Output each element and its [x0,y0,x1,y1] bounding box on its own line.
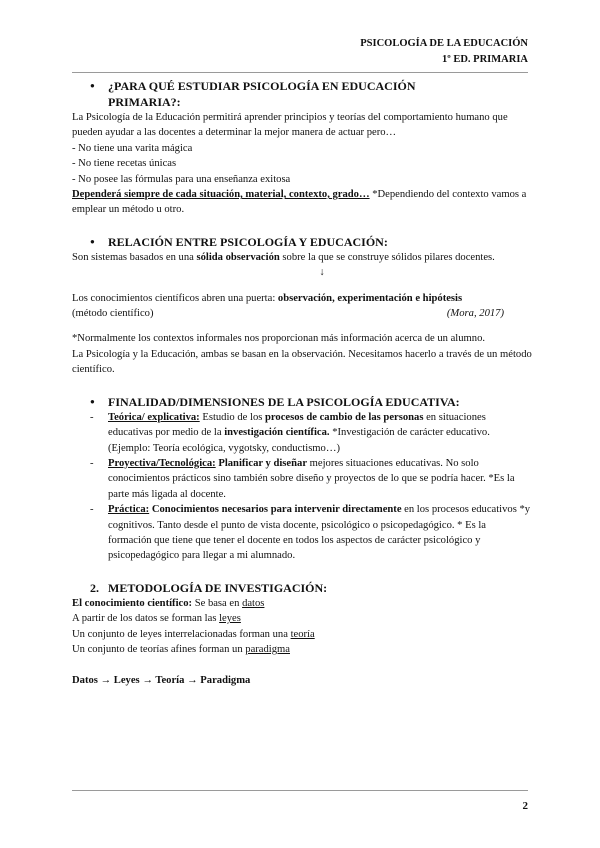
knowledge-chain: Datos → Leyes → Teoría → Paradigma [72,675,251,687]
header-level: 1º ED. PRIMARIA [441,54,528,65]
relation-paragraph: Son sistemas basados en una sólida observación sobre la que se construye sólidos pilares docentes. [72,251,495,263]
limitation-item: - No posee las fórmulas para una enseñanza exitosa [72,173,291,185]
page-content [72,78,532,689]
page-number: 2 [522,800,528,812]
header-course: PSICOLOGÍA DE LA EDUCACIÓN [360,38,528,49]
dimension-item: - Proyectiva/Tecnológica: Planificar y diseñar mejores situaciones educativas. No solo conocimientos prácticos sino también sobre diseño y proyectos de lo que se podría hacer. *Es la parte más ligada al docente. [72,456,532,502]
method-line: El conocimiento científico: Se basa en datos [72,597,265,609]
down-arrow-icon: ↓ [319,267,325,279]
method-line: A partir de los datos se forman las leyes [72,613,241,625]
dimensions-list [72,410,532,564]
method-line: Un conjunto de teorías afines forman un paradigma [72,643,290,655]
scientific-knowledge-paragraph: Los conocimientos científicos abren una puerta: observación, experimentación e hipótesis [72,292,463,304]
dimension-item: - Práctica: Conocimientos necesarios para intervenir directamente en los procesos educativos *y cognitivos. Tanto desde el punto de vista docente, psicológico o psicopedagógico. * Es la formación que tiene que tener el docente en todos los aspectos de carácter psicológico y psicopedagógico para llegar a mi alumnado. [72,502,532,564]
intro-paragraph: La Psicología de la Educación permitirá aprender principios y teorías del comportamiento humano que pueden ayudar a las docentes a determinar la mejor manera de actuar pero… [72,112,508,139]
observation-paragraph: La Psicología y la Educación, ambas se basan en la observación. Necesitamos hacerlo a través de un método científico. [72,348,532,376]
citation: (Mora, 2017) [446,308,504,320]
section-heading-relation: ● RELACIÓN ENTRE PSICOLOGÍA Y EDUCACIÓN: [72,234,532,250]
section-heading-methodology: 2. METODOLOGÍA DE INVESTIGACIÓN: [90,580,328,595]
dimension-item: - Teórica/ explicativa: Estudio de los procesos de cambio de las personas en situaciones educativas por medio de la investigación científica. *Investigación de carácter educativo. (Ejemplo: Teoría ecológica, vygotsky, conductismo…) [72,410,532,456]
page-header [360,36,528,68]
informal-context-note: *Normalmente los contextos informales nos proporcionan más información acerca de un alumno. [72,333,486,345]
limitation-item: - No tiene recetas únicas [72,158,177,170]
section-heading-dimensions: ● FINALIDAD/DIMENSIONES DE LA PSICOLOGÍA EDUCATIVA: [72,394,532,410]
limitation-item: - No tiene una varita mágica [72,142,193,154]
depends-paragraph: Dependerá siempre de cada situación, material, contexto, grado… *Dependiendo del contexto vamos a emplear un método u otro. [72,189,527,216]
footer-rule [72,790,528,791]
method-line: Un conjunto de leyes interrelacionadas forman una teoría [72,628,315,640]
citation-line: (método científico) (Mora, 2017) [72,306,532,321]
header-rule [72,72,528,73]
section-heading-why-study: ● ¿PARA QUÉ ESTUDIAR PSICOLOGÍA EN EDUCACIÓN PRIMARIA?: [72,78,532,110]
